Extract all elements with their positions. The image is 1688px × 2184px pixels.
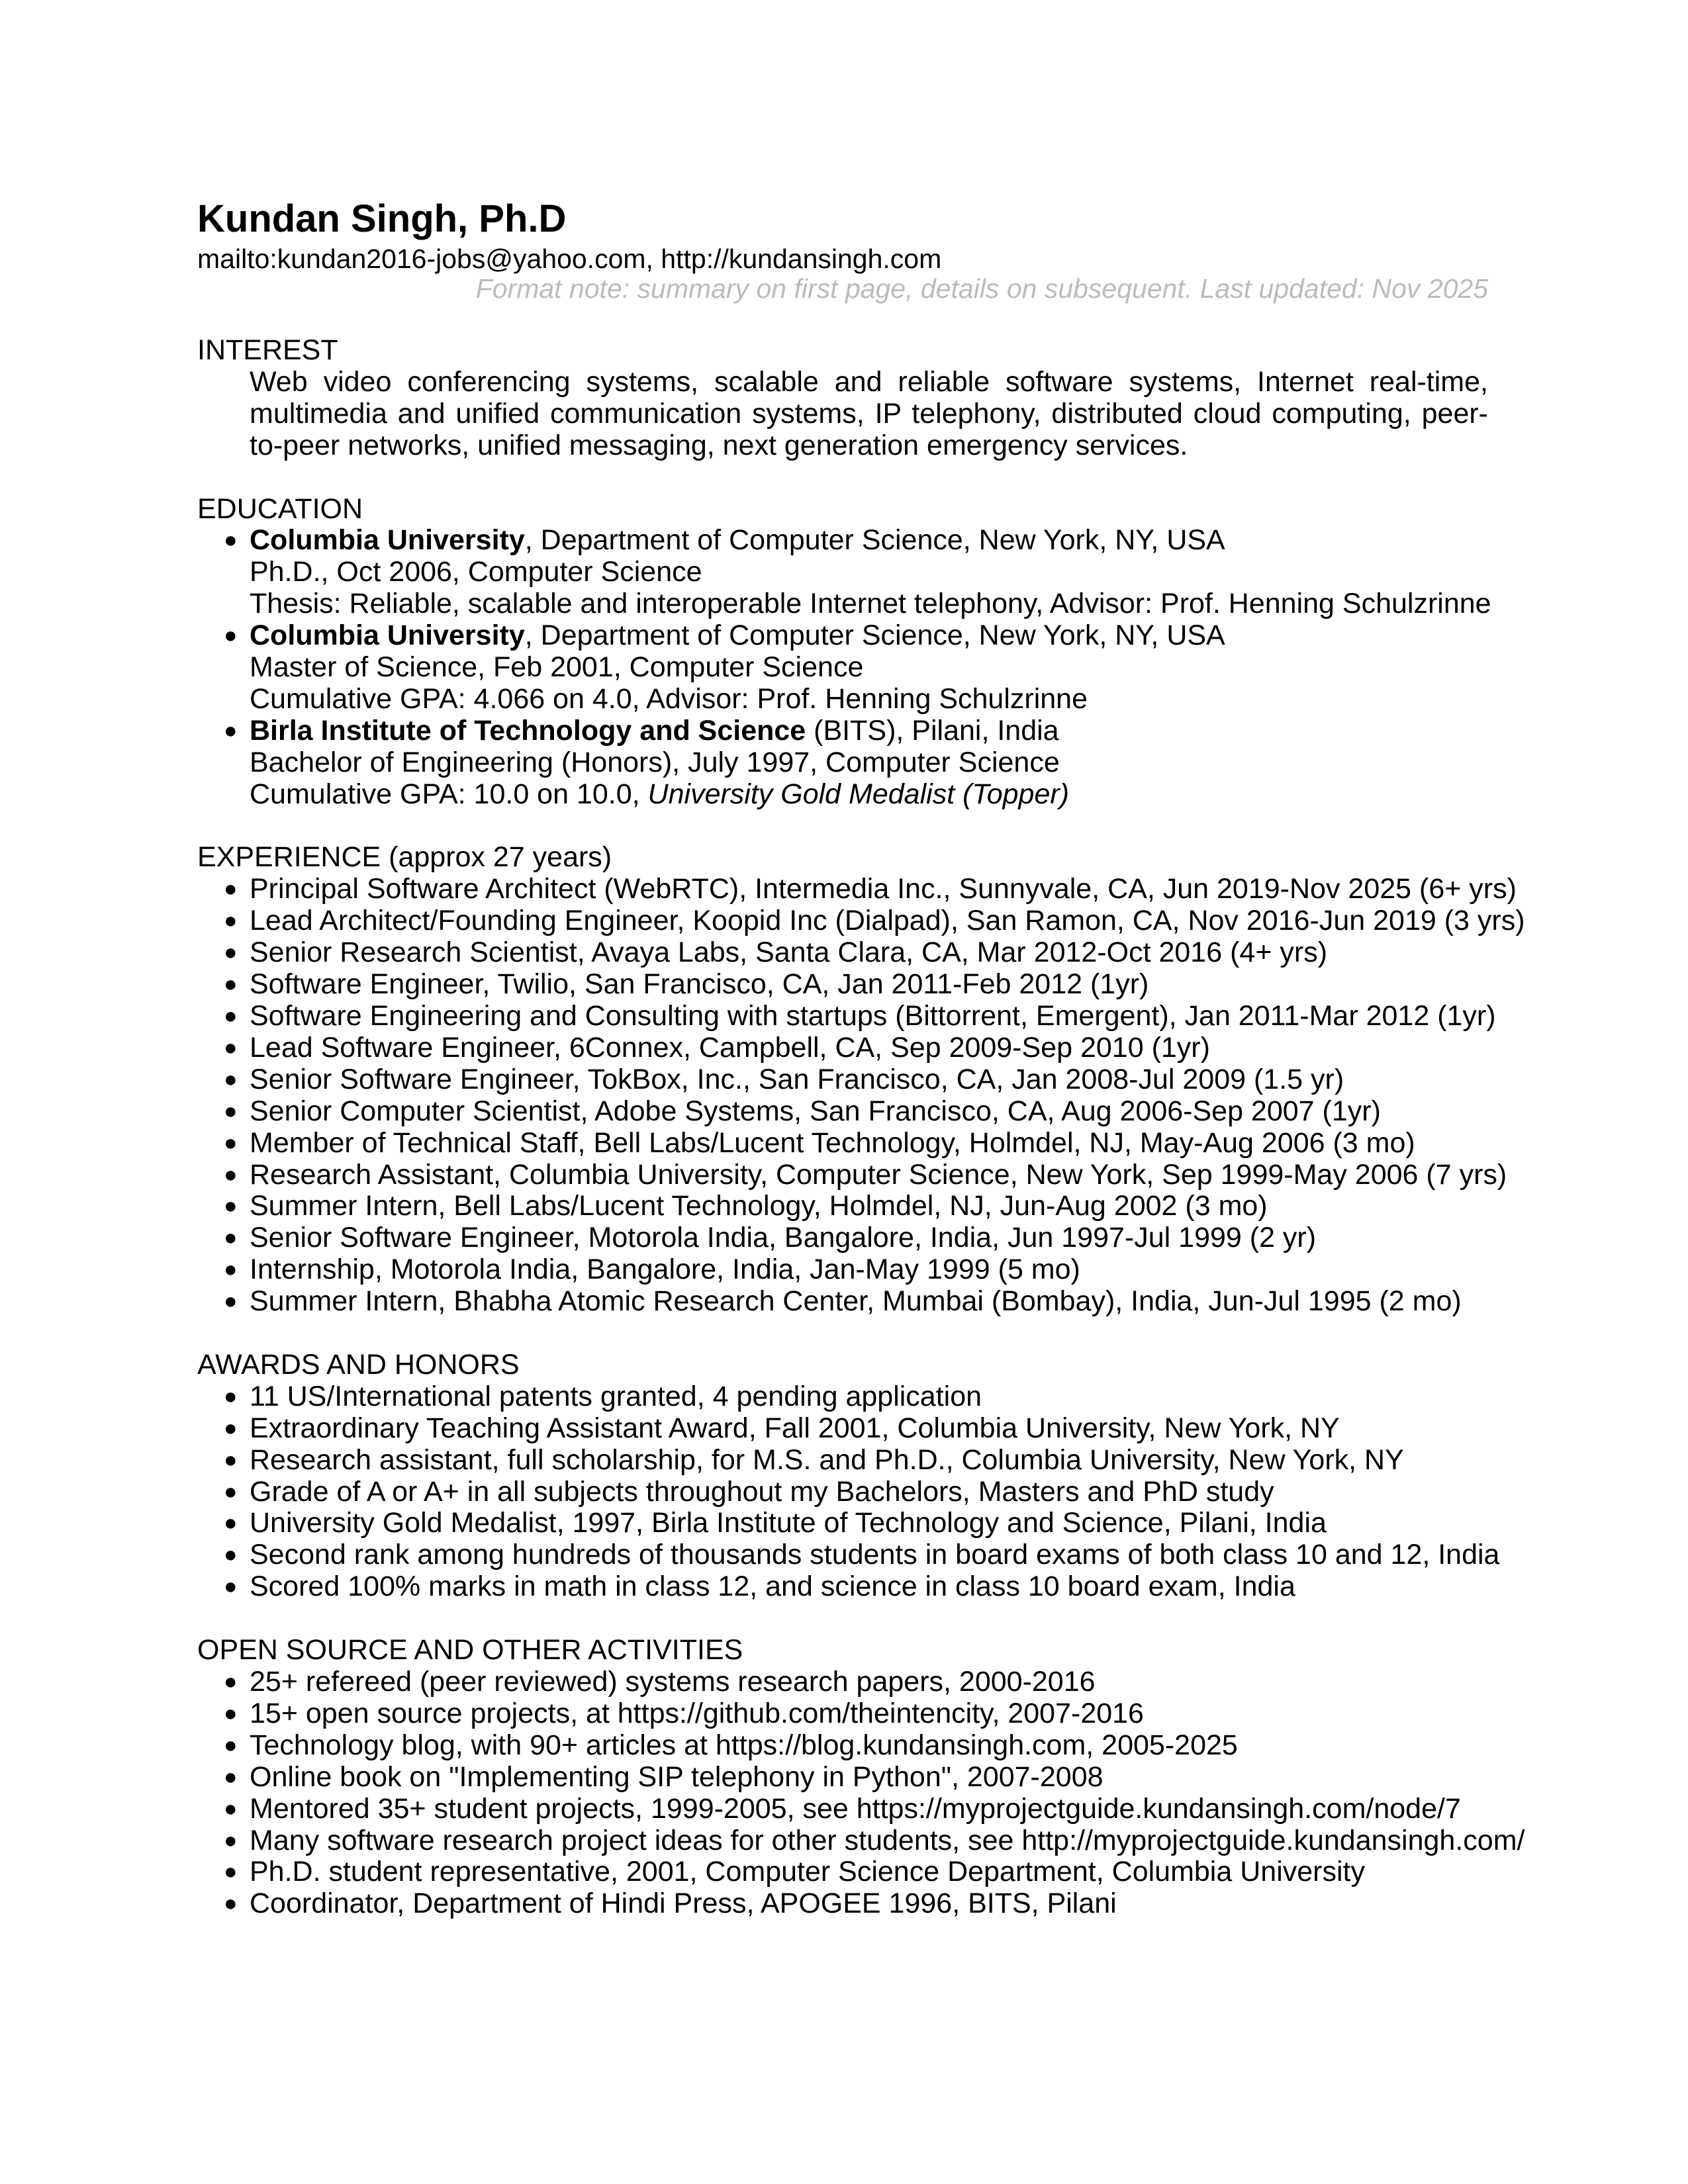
experience-item-text: Member of Technical Staff, Bell Labs/Lucent Technology, Holmdel, NJ, May-Aug 2006 (3 mo) [250,1126,1415,1159]
experience-item-text: Principal Software Architect (WebRTC), Intermedia Inc., Sunnyvale, CA, Jun 2019-Nov 2025 (6+ yrs) [250,873,1517,905]
experience-item-text: Research Assistant, Columbia University, Computer Science, New York, Sep 1999-May 2006 (7 yrs) [250,1158,1507,1191]
experience-item-text: Lead Architect/Founding Engineer, Koopid Inc (Dialpad), San Ramon, CA, Nov 2016-Jun 2019 (3 yrs) [250,905,1525,937]
award-item-text: Research assistant, full scholarship, for M.S. and Ph.D., Columbia University, New York, NY [250,1443,1404,1476]
experience-item [197,1064,1488,1096]
format-note: Format note: summary on first page, details on subsequent. Last updated: Nov 2025 [475,273,1488,304]
experience-item-text: Software Engineering and Consulting with startups (Bittorrent, Emergent), Jan 2011-Mar 2012 (1yr) [250,1000,1496,1032]
bullet-icon: ● [224,1447,238,1473]
interest-text: Web video conferencing systems, scalable and reliable software systems, Internet real-time, multimedia and unified communication systems, IP telephony, distributed cloud computing, peer-to-peer networks, unified messaging, next generation emergency services. [250,365,1488,461]
institution-location: (BITS), Pilani, India [806,714,1059,747]
award-item-text: Grade of A or A+ in all subjects throughout my Bachelors, Masters and PhD study [250,1475,1274,1508]
bullet-icon: ● [224,876,238,902]
experience-item-text: Internship, Motorola India, Bangalore, India, Jan-May 1999 (5 mo) [250,1253,1080,1286]
experience-item-text: Summer Intern, Bell Labs/Lucent Technology, Holmdel, NJ, Jun-Aug 2002 (3 mo) [250,1190,1268,1222]
degree: Master of Science, Feb 2001, Computer Science [250,651,864,684]
experience-item-text: Software Engineer, Twilio, San Francisco, CA, Jan 2011-Feb 2012 (1yr) [250,968,1149,1001]
bullet-icon: ● [224,1383,238,1409]
activity-item-text: Mentored 35+ student projects, 1999-2005, see https://myprojectguide.kundansingh.com/node/7 [250,1792,1461,1825]
institution-name: Birla Institute of Technology and Science [250,714,806,747]
activity-item-text: 15+ open source projects, at https://github.com/theintencity, 2007-2016 [250,1697,1144,1729]
section-title-interest: INTEREST [197,334,338,366]
experience-item [197,1286,1488,1318]
experience-item-text: Lead Software Engineer, 6Connex, Campbell, CA, Sep 2009-Sep 2010 (1yr) [250,1031,1210,1064]
activity-item [197,1794,1488,1825]
bullet-icon: ● [224,1003,238,1028]
degree: Ph.D., Oct 2006, Computer Science [250,556,702,588]
bullet-icon: ● [224,527,238,553]
resume-body [197,334,1525,1952]
bullet-icon: ● [224,1289,238,1314]
contact-line[interactable]: mailto:kundan2016-jobs@yahoo.com, http://kundansingh.com [197,244,942,274]
bullet-icon: ● [224,1859,238,1885]
activity-item-text: Ph.D. student representative, 2001, Computer Science Department, Columbia University [250,1856,1365,1888]
section-education [197,492,1491,811]
bullet-icon: ● [224,972,238,997]
section-awards [197,1348,1500,1603]
education-item [197,620,1488,715]
experience-item [197,905,1525,937]
experience-item [197,937,1488,969]
activity-item [197,1666,1488,1698]
activity-item-text: 25+ refereed (peer reviewed) systems research papers, 2000-2016 [250,1666,1096,1698]
experience-list [197,873,1525,1318]
bullet-icon: ● [224,1542,238,1568]
activity-item-text: Many software research project ideas for other students, see http://myprojectguide.kundansingh.com/ [250,1824,1525,1856]
activity-item-text: Online book on "Implementing SIP telephony in Python", 2007-2008 [250,1760,1103,1793]
bullet-icon: ● [224,1510,238,1536]
award-item [197,1445,1488,1477]
education-item [197,715,1488,811]
activity-item [197,1762,1488,1794]
section-title-activities: OPEN SOURCE AND OTHER ACTIVITIES [197,1634,743,1666]
section-title-experience: EXPERIENCE (approx 27 years) [197,841,612,874]
bullet-icon: ● [224,1700,238,1726]
resume-name: Kundan Singh, Ph.D [197,197,567,240]
institution-name: Columbia University [250,619,525,652]
bullet-icon: ● [224,1574,238,1600]
education-item [197,524,1491,620]
bullet-icon: ● [224,1764,238,1790]
award-item [197,1539,1500,1571]
institution-location: , Department of Computer Science, New York, NY, USA [524,619,1225,652]
activity-item [197,1824,1525,1857]
award-item [197,1381,1488,1413]
award-item-text: 11 US/International patents granted, 4 pending application [250,1380,982,1412]
experience-item [197,1191,1488,1222]
section-activities [197,1634,1525,1920]
institution-location: , Department of Computer Science, New York, NY, USA [524,524,1225,557]
experience-item [197,1158,1507,1191]
section-interest [197,335,1488,462]
education-honor: University Gold Medalist (Topper) [647,778,1070,810]
education-detail: Cumulative GPA: 10.0 on 10.0, [250,778,648,810]
experience-item-text: Senior Computer Scientist, Adobe Systems, San Francisco, CA, Aug 2006-Sep 2007 (1yr) [250,1095,1381,1127]
bullet-icon: ● [224,908,238,934]
award-item [197,1413,1488,1445]
bullet-icon: ● [224,940,238,966]
award-item [197,1508,1488,1539]
bullet-icon: ● [224,1891,238,1917]
activity-item-text: Technology blog, with 90+ articles at https://blog.kundansingh.com, 2005-2025 [250,1729,1238,1761]
bullet-icon: ● [224,1415,238,1441]
institution-name: Columbia University [250,524,525,557]
bullet-icon: ● [224,1161,238,1187]
bullet-icon: ● [224,1066,238,1092]
award-item [197,1477,1488,1508]
section-title-education: EDUCATION [197,492,363,525]
bullet-icon: ● [224,1479,238,1504]
experience-item [197,969,1488,1001]
experience-item [197,1254,1488,1286]
section-experience [197,841,1525,1318]
education-list [197,524,1491,810]
award-item-text: Second rank among hundreds of thousands students in board exams of both class 10 and 12, India [250,1539,1500,1571]
bullet-icon: ● [224,1034,238,1060]
award-item-text: Extraordinary Teaching Assistant Award, Fall 2001, Columbia University, New York, NY [250,1412,1340,1444]
education-detail: Thesis: Reliable, scalable and interoperable Internet telephony, Advisor: Prof. Henning Schulzrinne [250,588,1491,620]
section-title-awards: AWARDS AND HONORS [197,1348,520,1381]
experience-item [197,1096,1488,1128]
award-item [197,1571,1488,1603]
activity-item-text: Coordinator, Department of Hindi Press, APOGEE 1996, BITS, Pilani [250,1888,1117,1920]
degree: Bachelor of Engineering (Honors), July 1997, Computer Science [250,746,1060,778]
experience-item-text: Senior Software Engineer, Motorola India, Bangalore, India, Jun 1997-Jul 1999 (2 yr) [250,1222,1317,1254]
bullet-icon: ● [224,1827,238,1853]
experience-item [197,1000,1496,1032]
bullet-icon: ● [224,1669,238,1694]
bullet-icon: ● [224,717,238,743]
experience-item-text: Senior Research Scientist, Avaya Labs, Santa Clara, CA, Mar 2012-Oct 2016 (4+ yrs) [250,936,1328,969]
activity-item [197,1730,1488,1762]
award-item-text: University Gold Medalist, 1997, Birla Institute of Technology and Science, Pilani, India [250,1507,1327,1539]
experience-item-text: Summer Intern, Bhabha Atomic Research Center, Mumbai (Bombay), India, Jun-Jul 1995 (2 mo) [250,1285,1462,1318]
bullet-icon: ● [224,623,238,649]
activity-item [197,1856,1488,1888]
experience-item [197,1222,1488,1254]
activity-item [197,1888,1488,1920]
experience-item [197,1032,1488,1064]
award-item-text: Scored 100% marks in math in class 12, and science in class 10 board exam, India [250,1570,1295,1603]
experience-item [197,873,1517,905]
education-detail: Cumulative GPA: 4.066 on 4.0, Advisor: Prof. Henning Schulzrinne [250,682,1088,715]
bullet-icon: ● [224,1225,238,1251]
bullet-icon: ● [224,1732,238,1758]
activity-item [197,1698,1488,1730]
bullet-icon: ● [224,1130,238,1156]
awards-list [197,1380,1500,1603]
bullet-icon: ● [224,1257,238,1283]
bullet-icon: ● [224,1098,238,1124]
experience-item [197,1128,1488,1160]
bullet-icon: ● [224,1796,238,1821]
activities-list [197,1666,1525,1920]
experience-item-text: Senior Software Engineer, TokBox, Inc., San Francisco, CA, Jan 2008-Jul 2009 (1.5 yr) [250,1063,1344,1095]
bullet-icon: ● [224,1193,238,1219]
